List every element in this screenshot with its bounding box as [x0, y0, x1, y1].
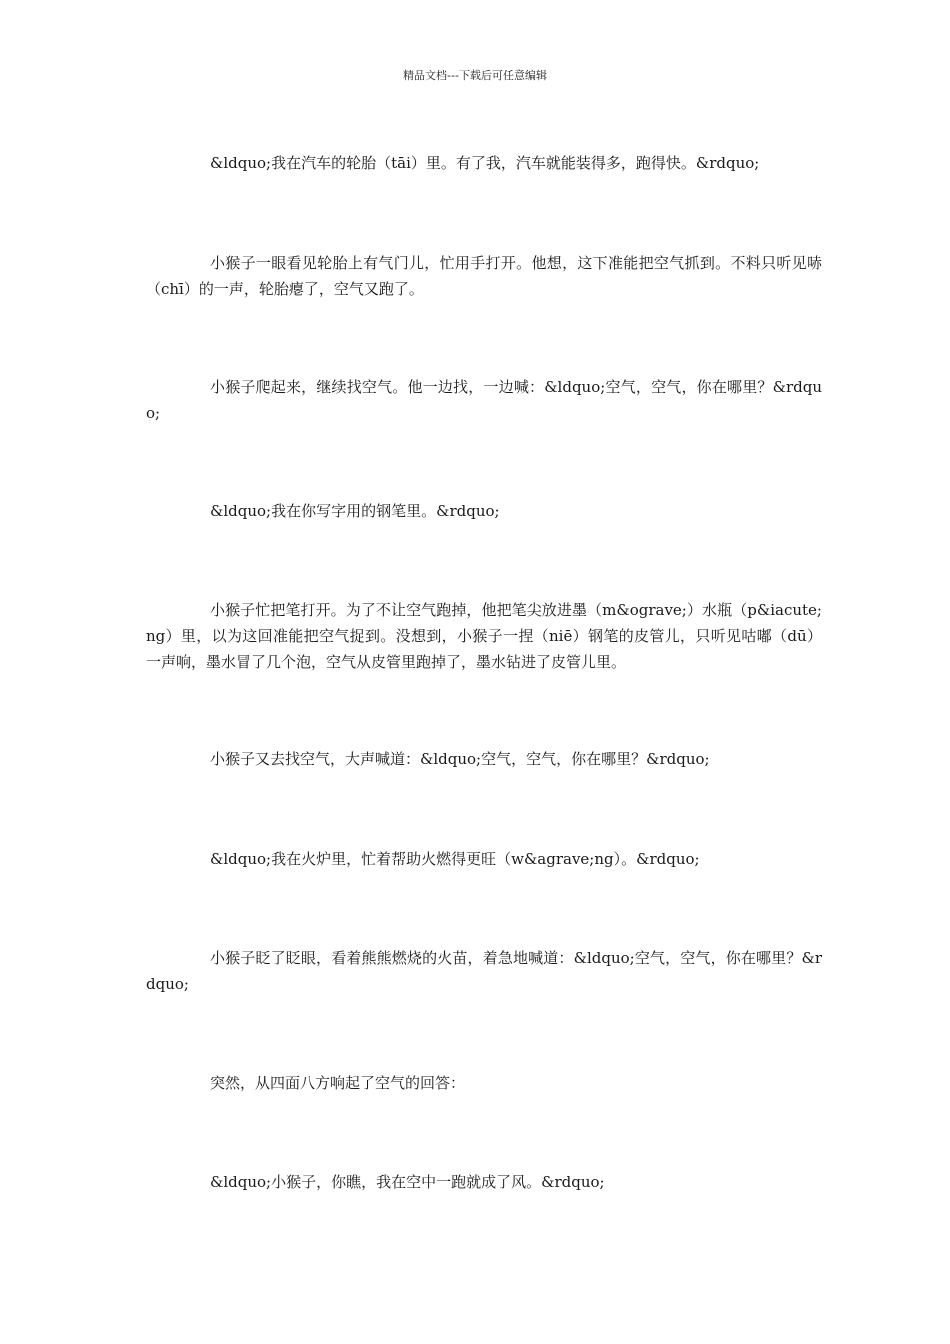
paragraph-9: 突然，从四面八方响起了空气的回答：	[210, 1074, 466, 1092]
paragraph-1: &ldquo;我在汽车的轮胎（tāi）里。有了我，汽车就能装得多，跑得快。&rdquo;	[210, 154, 760, 172]
paragraph-6: 小猴子又去找空气，大声喊道：&ldquo;空气，空气，你在哪里？&rdquo;	[210, 750, 710, 768]
paragraph-7: &ldquo;我在火炉里，忙着帮助火燃得更旺（w&agrave;ng）。&rdquo;	[210, 850, 700, 868]
paragraph-4: &ldquo;我在你写字用的钢笔里。&rdquo;	[210, 502, 500, 520]
paragraph-5: 小猴子忙把笔打开。为了不让空气跑掉，他把笔尖放进墨（m&ograve;）水瓶（p&iacute;ng）里，以为这回准能把空气捉到。没想到，小猴子一捏（niē）钢笔的皮管儿，只听见咕嘟（dū）一声响，墨水冒了几个泡，空气从皮管里跑掉了，墨水钻进了皮管儿里。	[146, 601, 822, 671]
paragraph-8: 小猴子眨了眨眼，看着熊熊燃烧的火苗，着急地喊道：&ldquo;空气，空气，你在哪里？&rdquo;	[146, 949, 822, 993]
paragraph-2: 小猴子一眼看见轮胎上有气门儿，忙用手打开。他想，这下准能把空气抓到。不料只听见哧（chī）的一声，轮胎瘪了，空气又跑了。	[146, 254, 822, 298]
page-header: 精品文档---下载后可任意编辑	[403, 69, 547, 82]
paragraph-10: &ldquo;小猴子，你瞧，我在空中一跑就成了风。&rdquo;	[210, 1173, 605, 1191]
paragraph-3: 小猴子爬起来，继续找空气。他一边找，一边喊：&ldquo;空气，空气，你在哪里？&rdquo;	[146, 378, 822, 422]
